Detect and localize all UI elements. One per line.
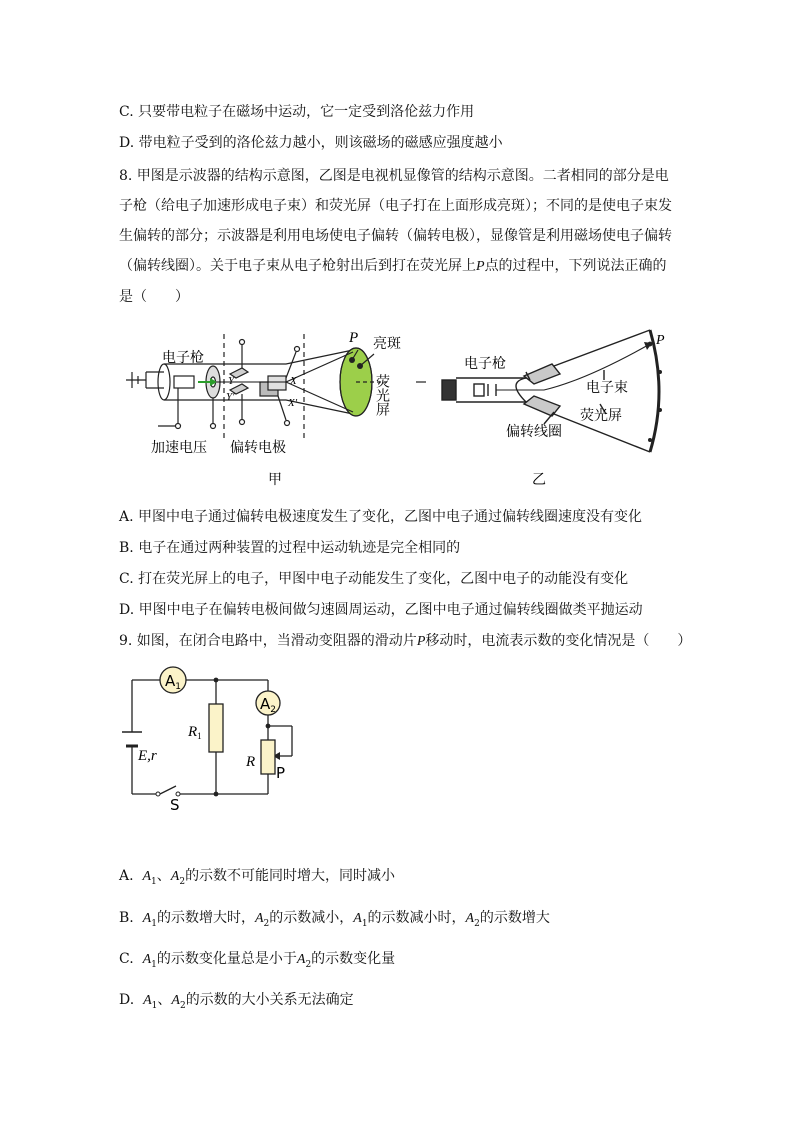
jia-p-label: P <box>349 330 359 346</box>
q8-option-a: A. 甲图中电子通过偏转电极速度发生了变化，乙图中电子通过偏转线圈速度没有变化 <box>119 509 643 525</box>
q9-option-b: B. $A_1$的示数增大时，$A_2$的示数减小，$A_1$的示数减小时，$A_2$的示数增大 <box>119 910 550 929</box>
a2-meter-label: $A_2$ <box>260 695 276 715</box>
r-label: R <box>246 754 256 770</box>
q8-point-p: P <box>476 259 485 274</box>
q9-option-c: C. $A_1$的示数变化量总是小于$A_2$的示数变化量 <box>119 951 396 970</box>
q9-stem-a: 9. 如图，在闭合电路中，当滑动变阻器的滑动片 <box>119 633 417 649</box>
a1-meter-label: $A_1$ <box>165 672 181 692</box>
q8-option-c: C. 打在荧光屏上的电子，甲图中电子动能发生了变化，乙图中电子的动能没有变化 <box>119 571 629 587</box>
jia-caption: 甲 <box>268 472 282 488</box>
yi-beam-label: 电子束 <box>586 380 628 396</box>
circuit-figure <box>120 664 320 814</box>
q8-stem-line-4-a: （偏转线圈）。关于电子束从电子枪射出后到打在荧光屏上 <box>119 258 476 274</box>
jia-x-label: X <box>290 375 297 387</box>
q8-stem-line-1: 8. 甲图是示波器的结构示意图，乙图是电视机显像管的结构示意图。二者相同的部分是电 <box>119 168 669 184</box>
switch-label: S <box>170 796 180 814</box>
q9-option-a: A. $A_1$、$A_2$的示数不可能同时增大，同时减小 <box>119 868 396 887</box>
jia-defl-label: 偏转电极 <box>230 440 286 456</box>
q8-stem-line-4 <box>119 256 667 277</box>
q8-option-d: D. 甲图中电子在偏转电极间做匀速圆周运动，乙图中电子通过偏转线圈做类平抛运动 <box>119 602 643 618</box>
jia-spot-label: 亮斑 <box>373 336 401 352</box>
q8-stem-line-5: 是（ ） <box>119 289 189 305</box>
jia-acc-label: 加速电压 <box>151 440 207 456</box>
yi-screen-label: 荧光屏 <box>580 408 622 424</box>
yi-caption: 乙 <box>532 472 546 488</box>
jia-y-label: Y <box>228 375 235 387</box>
q7-option-c: C. 只要带电粒子在磁场中运动，它一定受到洛伦兹力作用 <box>119 104 475 120</box>
jia-yp-label: Y′ <box>226 391 235 403</box>
q8-stem-line-2: 子枪（给电子加速形成电子束）和荧光屏（电子打在上面形成亮斑）；不同的是使电子束发 <box>119 198 672 214</box>
jia-screen-label: 荧光屏 <box>374 374 390 416</box>
q9-option-d: D. $A_1$、$A_2$的示数的大小关系无法确定 <box>119 992 354 1011</box>
jia-gun-label: 电子枪 <box>162 350 204 366</box>
q8-option-b: B. 电子在通过两种装置的过程中运动轨迹是完全相同的 <box>119 540 461 556</box>
q8-stem-line-3: 生偏转的部分；示波器是利用电场使电子偏转（偏转电极），显像管是利用磁场使电子偏转 <box>119 228 672 244</box>
p-slider-label: P <box>276 764 286 782</box>
tv-tube-figure <box>436 322 676 492</box>
oscilloscope-figure <box>118 322 438 492</box>
jia-xp-label: X′ <box>288 397 298 409</box>
q7-option-d: D. 带电粒子受到的洛伦兹力越小，则该磁场的磁感应强度越小 <box>119 135 503 151</box>
q9-stem-b: 移动时，电流表示数的变化情况是（ ） <box>425 633 692 649</box>
yi-p-label: P <box>656 333 665 348</box>
q9-point-p: P <box>416 634 426 649</box>
q9-stem <box>119 631 691 652</box>
yi-gun-label: 电子枪 <box>464 356 506 372</box>
emf-label: E,r <box>138 748 157 764</box>
q8-stem-line-4-b: 点的过程中，下列说法正确的 <box>484 258 667 274</box>
yi-coil-label: 偏转线圈 <box>506 424 562 440</box>
r1-label: $R_1$ <box>188 724 202 741</box>
